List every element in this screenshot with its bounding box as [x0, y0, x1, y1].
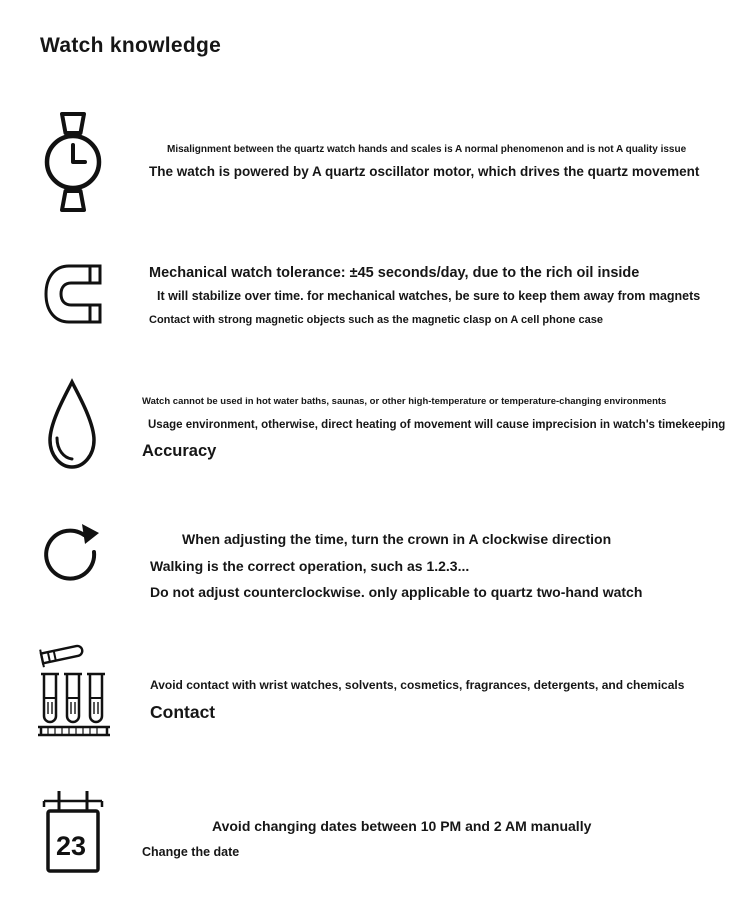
- section-adjust-text: [150, 531, 642, 602]
- info-heading: Accuracy: [142, 442, 217, 461]
- rotate-clockwise-icon: [40, 518, 104, 596]
- water-drop-icon: [40, 376, 104, 480]
- section-quartz-text: [149, 144, 699, 180]
- info-line: Walking is the correct operation, such as 1.2.3...: [150, 557, 470, 574]
- section-date-text: [142, 818, 591, 860]
- info-line: Contact with strong magnetic objects such as the magnetic clasp on A cell phone case: [149, 313, 603, 326]
- page-title: Watch knowledge: [40, 34, 222, 57]
- info-line: It will stabilize over time. for mechanical watches, be sure to keep them away from magnets: [157, 289, 701, 304]
- info-line: Watch cannot be used in hot water baths, saunas, or other high-temperature or temperature-changing environments: [142, 396, 667, 407]
- info-heading: Contact: [150, 702, 216, 722]
- test-tubes-icon: [36, 642, 112, 744]
- info-line: Avoid changing dates between 10 PM and 2 AM manually: [212, 818, 592, 834]
- watch-icon: [42, 112, 104, 212]
- info-line: When adjusting the time, turn the crown in A clockwise direction: [182, 531, 612, 547]
- section-magnet-text: [149, 264, 700, 328]
- info-line: Misalignment between the quartz watch hands and scales is A normal phenomenon and is not A quality issue: [167, 144, 687, 155]
- calendar-day-number: 23: [56, 831, 87, 861]
- calendar-icon: [42, 786, 104, 878]
- info-line: Mechanical watch tolerance: ±45 seconds/day, due to the rich oil inside: [149, 265, 640, 281]
- info-line: Change the date: [142, 844, 240, 859]
- info-line: The watch is powered by A quartz oscillator motor, which drives the quartz movement: [149, 163, 700, 179]
- magnet-icon: [42, 262, 104, 326]
- info-line: Usage environment, otherwise, direct heating of movement will cause imprecision in watch's timekeeping: [148, 418, 726, 431]
- section-chemicals-text: [150, 678, 684, 724]
- section-temperature-text: [142, 396, 725, 462]
- info-line: Do not adjust counterclockwise. only applicable to quartz two-hand watch: [150, 584, 643, 600]
- info-line: Avoid contact with wrist watches, solvents, cosmetics, fragrances, detergents, and chemicals: [150, 678, 685, 692]
